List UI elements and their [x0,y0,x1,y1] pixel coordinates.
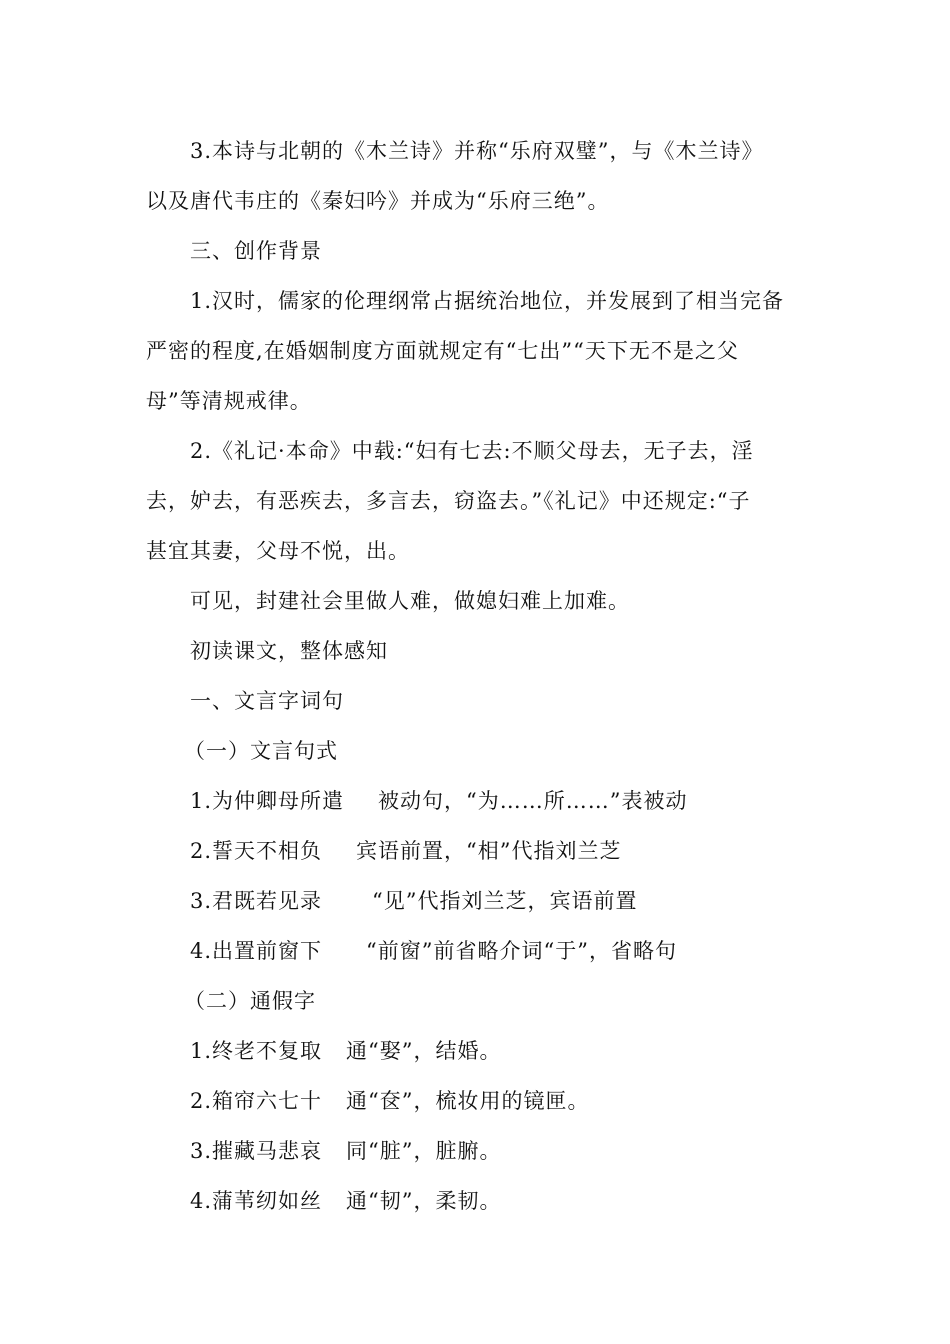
tongjia-phrase: 1.终老不复取 [190,1039,323,1063]
paragraph-line: 可见，封建社会里做人难，做媳妇难上加难。 [190,589,630,613]
subsection-heading: （二）通假字 [184,989,316,1013]
paragraph-line: 3.本诗与北朝的《木兰诗》并称“乐府双璧”，与《木兰诗》 [190,139,764,163]
tongjia-phrase: 4.蒲苇纫如丝 [190,1189,323,1213]
paragraph-line: 去，妒去，有恶疾去，多言去，窃盗去。”《礼记》中还规定:“子 [146,489,751,513]
section-heading: 一、文言字词句 [190,689,344,713]
tongjia-note: 同“脏”，脏腑。 [346,1139,502,1163]
tongjia-phrase: 3.摧藏马悲哀 [190,1139,323,1163]
section-heading: 初读课文，整体感知 [190,639,388,663]
sentence-note: 被动句，“为……所……”表被动 [378,789,688,813]
sentence-phrase: 3.君既若见录 [190,889,323,913]
sentence-note: “前窗”前省略介词“于”，省略句 [366,939,677,963]
sentence-note: “见”代指刘兰芝，宾语前置 [372,889,638,913]
tongjia-note: 通“娶”，结婚。 [346,1039,502,1063]
tongjia-phrase: 2.箱帘六七十 [190,1089,323,1113]
subsection-heading: （一）文言句式 [184,739,338,763]
paragraph-line: 甚宜其妻，父母不悦，出。 [146,539,410,563]
section-heading: 三、创作背景 [190,239,322,263]
tongjia-note: 通“韧”，柔韧。 [346,1189,502,1213]
sentence-phrase: 2.誓天不相负 [190,839,323,863]
tongjia-note: 通“奁”，梳妆用的镜匣。 [346,1089,590,1113]
sentence-phrase: 4.出置前窗下 [190,939,323,963]
paragraph-line: 严密的程度,在婚姻制度方面就规定有“七出”“天下无不是之父 [146,339,739,363]
paragraph-line: 母”等清规戒律。 [146,389,312,413]
paragraph-line: 1.汉时，儒家的伦理纲常占据统治地位，并发展到了相当完备 [190,289,785,313]
sentence-note: 宾语前置，“相”代指刘兰芝 [356,839,622,863]
paragraph-line: 2.《礼记·本命》中载:“妇有七去:不顺父母去，无子去，淫 [190,439,754,463]
sentence-phrase: 1.为仲卿母所遣 [190,789,345,813]
paragraph-line: 以及唐代韦庄的《秦妇吟》并成为“乐府三绝”。 [146,189,610,213]
